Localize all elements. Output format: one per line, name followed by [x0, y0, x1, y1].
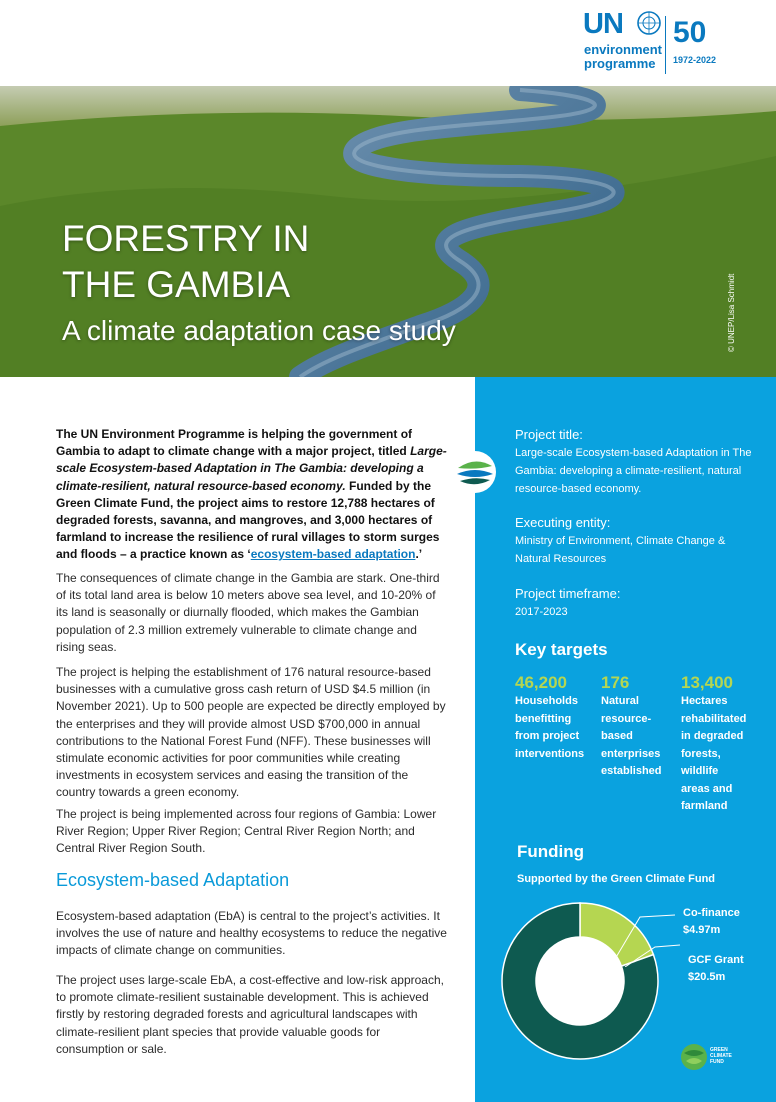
timeframe-value: 2017-2023: [515, 606, 568, 618]
page-title: FORESTRY IN THE GAMBIA: [62, 218, 310, 305]
gcf-grant-label: GCF Grant $20.5m: [688, 954, 744, 983]
section-heading: Ecosystem-based Adaptation: [56, 870, 290, 890]
cofinance-label: Co-finance $4.97m: [683, 907, 740, 936]
target-number-enterprises: 176: [601, 673, 630, 692]
body-paragraph-2: The project is helping the establishment of 176 natural resource-based businesses with a cumulative gross cash return of USD $4.5 million (in November 2021). Up to 500 people are expected be directly employed by the enterprises and they will provide almost USD $700,000 in annual contributions to the National Forest Fund (NFF). These businesses will stimulate economic activities for poor communities while creating investments in ecosystem services and easing the transition of the country towards a green economy.: [56, 665, 446, 800]
anniversary-years: 1972-2022: [673, 55, 717, 65]
gcf-logo: [680, 1043, 740, 1083]
project-title-label: Project title:: [515, 427, 583, 442]
project-title-italic: Large-scale Ecosystem-based Adaptation in The Gambia: developing a climate-resilient, natural resource-based economy.: [56, 444, 447, 493]
photo-credit: © UNEP/Lisa Schmidt: [727, 273, 736, 352]
logo-divider: [665, 16, 666, 74]
un-logo-text: UN: [583, 8, 623, 40]
un-emblem-icon: [636, 10, 662, 36]
un-logo-subtext: environment programme: [584, 42, 663, 71]
gcf-logo-text: GREEN CLIMATE FUND: [710, 1047, 732, 1065]
target-desc-enterprises: Natural resource- based enterprises established: [601, 695, 662, 777]
funding-subheading: Supported by the Green Climate Fund: [517, 873, 716, 885]
anniversary-number: 50: [673, 16, 707, 49]
ecosystem-leaf-icon: [453, 450, 497, 494]
timeframe-label: Project timeframe:: [515, 586, 621, 601]
page-subtitle: A climate adaptation case study: [62, 315, 456, 346]
donut-leader-lines: [595, 907, 685, 967]
hero-image: [0, 86, 776, 377]
target-number-households: 46,200: [515, 673, 567, 692]
body-paragraph-4: Ecosystem-based adaptation (EbA) is central to the project’s activities. It involves the use of nature and healthy ecosystems to reduce the negative impacts of climate change on communities.: [56, 909, 447, 958]
header: [0, 0, 776, 86]
executing-entity-label: Executing entity:: [515, 515, 611, 530]
funding-heading: Funding: [517, 842, 585, 861]
project-title-value: Large-scale Ecosystem-based Adaptation in The Gambia: developing a climate-resilient, natural resource-based economy.: [515, 447, 752, 495]
body-paragraph-3: The project is being implemented across four regions of Gambia: Lower River Region; Upper River Region; Central River Region North; and Central River Region South.: [56, 807, 437, 856]
eba-link[interactable]: ecosystem-based adaptation: [250, 547, 416, 562]
executing-entity-value: Ministry of Environment, Climate Change & Natural Resources: [515, 535, 726, 565]
body-paragraph-5: The project uses large-scale EbA, a cost-effective and low-risk approach, to promote climate-resilient sustainable development. This is achieved firstly by restoring degraded forests and agricultural landscapes with climate-resilient plant species that provide valuable goods for consumption or sale.: [56, 973, 444, 1056]
gcf-globe-icon: [680, 1043, 708, 1071]
target-desc-households: Households benefitting from project interventions: [515, 695, 585, 760]
body-paragraph-1: The consequences of climate change in the Gambia are stark. One-third of its total land area is below 10 meters above sea level, and 10-20% of its land is seasonally or diurnally flooded, which makes the Gambian population of 2.3 million extremely vulnerable to climate change and rising seas.: [56, 571, 440, 654]
target-number-hectares: 13,400: [681, 673, 733, 692]
target-desc-hectares: Hectares rehabilitated in degraded forests, wildlife areas and farmland: [681, 695, 747, 812]
unep-logo: [583, 8, 768, 74]
project-info-panel: [475, 377, 776, 1102]
intro-paragraph: The UN Environment Programme is helping the government of Gambia to adapt to climate change with a major project, titled Large-scale Ecosystem-based Adaptation in The Gambia: developing a climate-resilient, natural resource-based economy. Funded by the Green Climate Fund, the project aims to restore 12,788 hectares of degraded forests, savanna, and mangroves, and 3,000 hectares of farmland to increase the resilience of rural villages to storm surges and floods – a practice known as ‘ecosystem-based adaptation.’: [56, 427, 447, 562]
key-targets-heading: Key targets: [515, 640, 608, 659]
